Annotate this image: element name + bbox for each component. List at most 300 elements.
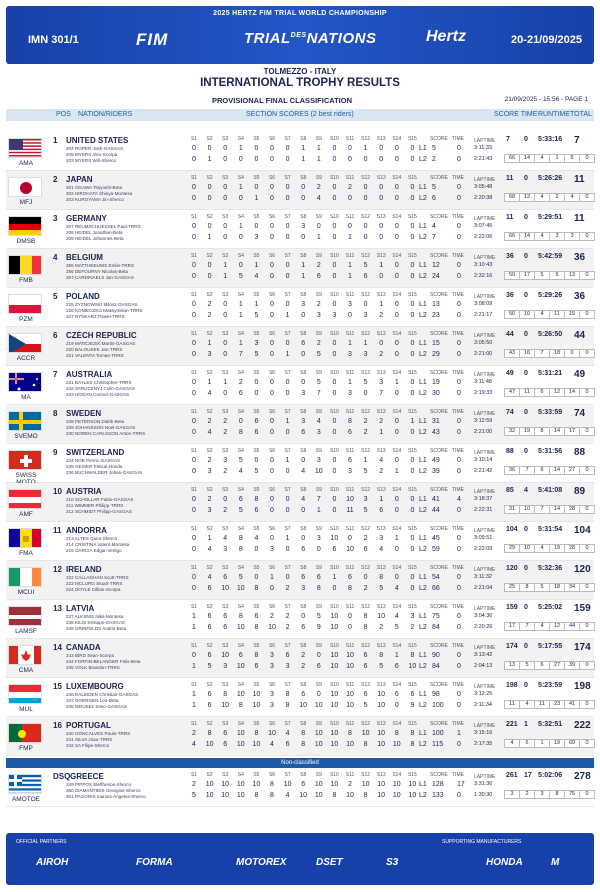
section-label: S13 <box>376 448 386 454</box>
section-score: 0 <box>285 507 290 514</box>
section-label: S8 <box>300 292 307 298</box>
team-total: 36 <box>574 291 586 302</box>
section-score: 10 <box>205 792 214 799</box>
section-score: 0 <box>270 312 274 319</box>
section-score: 0 <box>301 184 306 191</box>
section-score: 0 <box>348 156 352 163</box>
section-label: S13 <box>376 772 386 778</box>
section-score: 0 <box>332 390 337 397</box>
section-score: 10 <box>330 741 339 748</box>
section-score: 0 <box>301 379 306 386</box>
section-label: S7 <box>284 526 291 532</box>
section-score: 1 <box>348 234 352 241</box>
section-label: S2 <box>206 253 213 259</box>
score-count: 36 <box>504 466 520 475</box>
section-label: S13 <box>376 682 386 688</box>
rider-name: 238 KILIS Kristaps-GASGAS <box>66 620 125 625</box>
section-label: S10 <box>329 253 339 259</box>
rider-name: 251 PAGONIS Ioannis-Angelos-Sherco <box>66 794 146 799</box>
section-score: 0 <box>192 429 196 436</box>
event-name: INTERNATIONAL TROPHY RESULTS <box>200 77 400 89</box>
section-score: 6 <box>332 546 337 553</box>
lap-time: 2:20:26 <box>474 624 493 630</box>
lap-label: L2 <box>419 507 427 514</box>
lap-label: L2 <box>419 312 427 319</box>
section-score: 3 <box>223 546 228 553</box>
score-count: 12 <box>519 193 535 202</box>
section-score: 10 <box>236 792 245 799</box>
section-score: 3 <box>348 468 352 475</box>
team-row <box>6 600 594 639</box>
section-label: S7 <box>284 292 291 298</box>
score-count: 0 <box>579 505 595 514</box>
section-score: 10 <box>330 691 339 698</box>
section-label: S12 <box>361 175 371 181</box>
section-label: S12 <box>361 136 371 142</box>
time-label: TIME <box>452 331 464 337</box>
section-score: 0 <box>410 496 415 503</box>
section-label: S6 <box>268 643 276 649</box>
section-score: 0 <box>410 351 415 358</box>
section-score: 8 <box>301 741 306 748</box>
section-score: 0 <box>270 507 274 514</box>
section-score: 6 <box>301 340 306 347</box>
lap-label: L2 <box>419 351 427 358</box>
section-score: 5 <box>238 457 243 464</box>
time-label: TIME <box>452 175 464 181</box>
section-score: 4 <box>379 457 384 464</box>
score-count: 0 <box>579 193 595 202</box>
section-score: 6 <box>207 702 212 709</box>
section-score: 4 <box>207 429 212 436</box>
section-label: S12 <box>361 604 371 610</box>
section-label: S2 <box>206 526 213 532</box>
score-count: 8 <box>549 790 565 799</box>
section-label: S2 <box>206 370 213 376</box>
lap-time-penalty: 0 <box>457 792 461 799</box>
federation: SVEMO <box>14 433 38 440</box>
section-score: 10 <box>236 741 245 748</box>
section-label: S2 <box>206 448 213 454</box>
section-score: 5 <box>363 468 368 475</box>
team-row <box>6 768 594 807</box>
section-score: 6 <box>348 429 352 436</box>
section-label: S15 <box>407 682 417 688</box>
section-score: 0 <box>192 262 196 269</box>
lap-score: 43 <box>432 429 440 436</box>
section-score: 4 <box>301 496 306 503</box>
score-count: 7 <box>534 349 550 358</box>
section-score: 1 <box>363 145 368 152</box>
section-score: 1 <box>285 457 290 464</box>
section-score: 0 <box>410 340 415 347</box>
team-position: 14 <box>53 643 62 652</box>
section-score: 10 <box>236 730 245 737</box>
section-score: 0 <box>410 429 415 436</box>
lap-time-penalty: 0 <box>457 195 461 202</box>
section-score: 8 <box>238 535 243 542</box>
section-label: S1 <box>190 370 198 376</box>
lap-time: 2:22:03 <box>474 546 493 552</box>
section-score: 0 <box>316 691 321 698</box>
section-label: S6 <box>268 214 276 220</box>
section-score: 6 <box>254 429 259 436</box>
fim-logo: FIM <box>136 30 169 49</box>
section-label: S7 <box>284 370 291 376</box>
section-score: 1 <box>316 507 321 514</box>
championship-title: 2025 HERTZ FIM TRIAL WORLD CHAMPIONSHIP <box>213 10 387 17</box>
lap-time: 2:19:33 <box>474 390 493 396</box>
section-score: 0 <box>238 418 243 425</box>
section-label: S9 <box>315 772 322 778</box>
section-score: 0 <box>394 273 399 280</box>
section-label: S15 <box>407 526 417 532</box>
lap-score: 24 <box>432 273 440 280</box>
score-breakdown <box>504 790 594 799</box>
section-score: 2 <box>316 184 321 191</box>
section-score: 0 <box>348 624 352 631</box>
section-label: S7 <box>284 682 291 688</box>
section-score: 2 <box>348 781 352 788</box>
dsq-section <box>6 768 594 807</box>
section-label: S11 <box>345 175 355 181</box>
section-score: 0 <box>394 156 399 163</box>
runtime: 5:33:59 <box>538 409 563 416</box>
score-count: 66 <box>504 232 520 241</box>
section-score: 1 <box>394 652 399 659</box>
section-score: 0 <box>223 301 228 308</box>
section-score: 10 <box>346 792 354 799</box>
score-count: 2 <box>549 193 565 202</box>
section-score: 1 <box>285 351 290 358</box>
section-label: S11 <box>345 565 355 571</box>
laptime-label: LAPTIME <box>474 684 496 690</box>
team-position: 13 <box>53 604 62 613</box>
section-label: S8 <box>300 565 307 571</box>
score-count: 4 <box>504 739 520 748</box>
lap-score: 128 <box>432 781 444 788</box>
section-label: S5 <box>253 214 260 220</box>
score-label: SCORE <box>430 721 448 727</box>
section-label: S1 <box>190 448 198 454</box>
lap-label: L2 <box>419 624 427 631</box>
section-label: S5 <box>253 721 260 727</box>
section-score: 2 <box>207 418 212 425</box>
section-label: S2 <box>206 604 213 610</box>
section-score: 0 <box>285 379 290 386</box>
lap-label: L1 <box>419 457 427 464</box>
score-count: 16 <box>519 349 535 358</box>
section-score: 10 <box>252 702 261 709</box>
section-score: 3 <box>254 340 259 347</box>
section-score: 2 <box>348 184 352 191</box>
section-label: S14 <box>392 253 402 259</box>
section-score: 1 <box>348 273 352 280</box>
time-total: 0 <box>524 214 528 221</box>
runtime: 5:42:59 <box>538 253 563 260</box>
section-score: 8 <box>316 585 321 592</box>
section-score: 3 <box>223 457 228 464</box>
section-score: 10 <box>330 652 339 659</box>
score-total: 85 <box>506 487 514 494</box>
section-label: S1 <box>190 604 198 610</box>
section-label: S10 <box>329 487 339 493</box>
team-total: 159 <box>574 603 591 614</box>
section-score: 0 <box>394 301 399 308</box>
section-label: S7 <box>284 409 291 415</box>
section-score: 5 <box>254 312 259 319</box>
section-label: S15 <box>407 370 417 376</box>
section-score: 0 <box>394 702 399 709</box>
time-label: TIME <box>452 409 464 415</box>
team-row <box>6 522 594 561</box>
section-score: 10 <box>408 781 417 788</box>
laptime-label: LAPTIME <box>474 489 496 495</box>
section-score: 0 <box>207 145 212 152</box>
section-score: 6 <box>238 390 243 397</box>
section-score: 0 <box>223 351 228 358</box>
section-score: 6 <box>301 574 306 581</box>
rider-name: 213 ALTES Quim-Sherco <box>66 536 118 541</box>
section-score: 3 <box>379 535 384 542</box>
laptime-label: LAPTIME <box>474 138 496 144</box>
section-label: S4 <box>237 682 244 688</box>
score-count: 4 <box>534 154 550 163</box>
score-count: 8 <box>519 583 535 592</box>
score-breakdown <box>504 544 594 553</box>
section-label: S11 <box>345 409 355 415</box>
section-label: S14 <box>392 214 402 220</box>
section-score: 1 <box>223 273 228 280</box>
team-position: 1 <box>53 136 58 145</box>
lap-label: L1 <box>419 574 427 581</box>
section-label: S13 <box>376 487 386 493</box>
section-label: S4 <box>237 175 244 181</box>
section-label: S11 <box>345 526 355 532</box>
section-score: 3 <box>363 496 368 503</box>
section-score: 0 <box>332 507 337 514</box>
section-score: 10 <box>377 741 386 748</box>
section-score: 1 <box>379 301 384 308</box>
section-score: 0 <box>379 156 384 163</box>
section-score: 4 <box>394 585 399 592</box>
score-count: 19 <box>549 739 565 748</box>
team-total: 278 <box>574 771 591 782</box>
section-score: 10 <box>221 702 230 709</box>
section-label: S8 <box>300 370 307 376</box>
section-score: 0 <box>332 184 337 191</box>
rider-name: 231 BAYLES Christopher-TRRS <box>66 380 132 385</box>
section-score: 3 <box>301 301 306 308</box>
federation: MFJ <box>19 199 33 206</box>
section-score: 8 <box>223 691 228 698</box>
section-score: 10 <box>221 652 230 659</box>
section-score: 2 <box>379 624 384 631</box>
event-title-block <box>0 67 600 89</box>
lap-time-penalty: 0 <box>457 652 461 659</box>
section-score: 1 <box>238 184 243 191</box>
section-score: 0 <box>270 379 274 386</box>
rider-name: 228 PETERSON Didrik-Beta <box>66 419 125 424</box>
section-score: 10 <box>205 781 214 788</box>
section-score: 6 <box>223 730 228 737</box>
section-label: S4 <box>237 448 244 454</box>
section-score: 1 <box>348 262 352 269</box>
section-score: 0 <box>192 379 196 386</box>
section-score: 0 <box>285 301 290 308</box>
section-score: 1 <box>223 379 228 386</box>
section-score: 0 <box>410 585 415 592</box>
section-label: S3 <box>222 526 229 532</box>
section-label: S8 <box>300 772 307 778</box>
lap-time: 2:04:13 <box>474 663 493 669</box>
time-label: TIME <box>452 214 464 220</box>
section-label: S8 <box>300 331 307 337</box>
score-total: 198 <box>506 682 518 689</box>
section-score: 4 <box>254 535 259 542</box>
score-total: 120 <box>506 565 518 572</box>
score-count: 47 <box>504 388 520 397</box>
lap-time-penalty: 0 <box>457 262 461 269</box>
section-score: 5 <box>363 507 368 514</box>
section-score: 0 <box>254 223 259 230</box>
section-label: S6 <box>268 175 276 181</box>
section-label: S10 <box>329 604 339 610</box>
rider-name: 204 ROPER Josh-GASGAS <box>66 146 124 151</box>
score-count: 19 <box>549 544 565 553</box>
lap-label: L2 <box>419 702 427 709</box>
team-total: 74 <box>574 408 586 419</box>
rider-name: 246 DALEIDEN Christian-GASGAS <box>66 692 139 697</box>
rider-name: 220 BALOUSEK Jan-TRRS <box>66 347 123 352</box>
rider-name: 247 GOERGEN Leo-Beta <box>66 698 119 703</box>
section-score: 6 <box>254 613 259 620</box>
score-count: 60 <box>564 739 580 748</box>
trial-des-nations-logo: $TRIAL^{DES}NATIONS$ <box>244 30 377 47</box>
federation: MA <box>21 394 31 401</box>
section-score: 3 <box>332 312 337 319</box>
score-breakdown <box>504 466 594 475</box>
section-score: 3 <box>207 468 212 475</box>
flag-icon <box>8 216 42 236</box>
section-score: 0 <box>192 535 196 542</box>
team-row <box>6 483 594 522</box>
section-score: 10 <box>283 781 292 788</box>
team-name: UNITED STATES <box>66 136 129 145</box>
section-score: 8 <box>379 574 384 581</box>
laptime-label: LAPTIME <box>474 294 496 300</box>
section-score: 4 <box>254 273 259 280</box>
lap-time: 3:09:51 <box>474 535 493 541</box>
federation: MUL <box>19 706 33 713</box>
section-score: 7 <box>238 351 243 358</box>
section-score: 5 <box>316 613 321 620</box>
section-label: S10 <box>329 643 339 649</box>
score-total: 11 <box>506 175 514 182</box>
lap-score: 5 <box>432 145 436 152</box>
flag-icon <box>8 138 42 158</box>
lap-score: 23 <box>432 312 440 319</box>
section-score: 5 <box>316 351 321 358</box>
lap-label: L1 <box>419 262 427 269</box>
section-score: 0 <box>192 507 196 514</box>
score-count: 5 <box>564 154 580 163</box>
federation: FMB <box>19 277 33 284</box>
laptime-label: LAPTIME <box>474 774 496 780</box>
section-score: 0 <box>285 223 290 230</box>
section-score: 0 <box>223 340 228 347</box>
section-label: S15 <box>407 772 417 778</box>
flag-icon <box>8 177 42 197</box>
section-label: S5 <box>253 292 260 298</box>
score-breakdown <box>504 700 594 709</box>
lap-time: 2:32:16 <box>474 273 493 279</box>
section-label: S6 <box>268 487 276 493</box>
section-score: 0 <box>394 340 399 347</box>
runtime: 5:32:36 <box>538 565 563 572</box>
rider-name: 243 BIRD Sean-Scorpa <box>66 653 115 658</box>
section-score: 4 <box>379 546 384 553</box>
lap-score: 54 <box>432 574 440 581</box>
section-score: 7 <box>316 496 321 503</box>
laptime-label: LAPTIME <box>474 177 496 183</box>
time-total: 0 <box>524 604 528 611</box>
team-name: SWITZERLAND <box>66 448 125 457</box>
team-total: 11 <box>574 213 585 224</box>
score-total: 7 <box>506 136 510 143</box>
section-label: S9 <box>315 253 322 259</box>
lap-time: 3:11:32 <box>474 574 492 580</box>
section-score: 1 <box>223 262 228 269</box>
section-score: 0 <box>379 184 384 191</box>
section-score: 6 <box>301 546 306 553</box>
section-label: S2 <box>206 682 213 688</box>
score-count: 39 <box>564 661 580 670</box>
section-score: 10 <box>346 652 354 659</box>
section-score: 0 <box>394 223 399 230</box>
section-score: 0 <box>301 507 306 514</box>
section-label: S6 <box>268 292 276 298</box>
score-count: 3 <box>504 790 520 799</box>
rider-name: 222 CALLAGHAN Scott-TRRS <box>66 575 129 580</box>
score-label: SCORE <box>430 175 448 181</box>
section-label: S15 <box>407 721 417 727</box>
section-score: 1 <box>316 145 321 152</box>
section-score: 4 <box>207 390 212 397</box>
section-label: S2 <box>206 409 213 415</box>
team-row <box>6 639 594 678</box>
score-count: 4 <box>534 232 550 241</box>
section-score: 10 <box>236 585 245 592</box>
lap-time: 3:05:50 <box>474 340 493 346</box>
section-score: 0 <box>410 312 415 319</box>
section-score: 3 <box>301 585 306 592</box>
section-score: 0 <box>363 234 368 241</box>
section-label: S4 <box>237 331 244 337</box>
lap-time: 1:30:30 <box>474 792 493 798</box>
runtime: 5:33:16 <box>538 136 563 143</box>
section-score: 0 <box>410 546 415 553</box>
section-score: 0 <box>332 418 337 425</box>
section-score: 10 <box>377 792 386 799</box>
rider-name: 201 OGAWA Tsuyoshi-Beta <box>66 185 123 190</box>
team-name: ANDORRA <box>66 526 107 535</box>
section-score: 1 <box>332 574 337 581</box>
section-label: S7 <box>284 565 291 571</box>
section-score: 0 <box>410 507 415 514</box>
laptime-label: LAPTIME <box>474 216 496 222</box>
section-score: 0 <box>254 546 259 553</box>
